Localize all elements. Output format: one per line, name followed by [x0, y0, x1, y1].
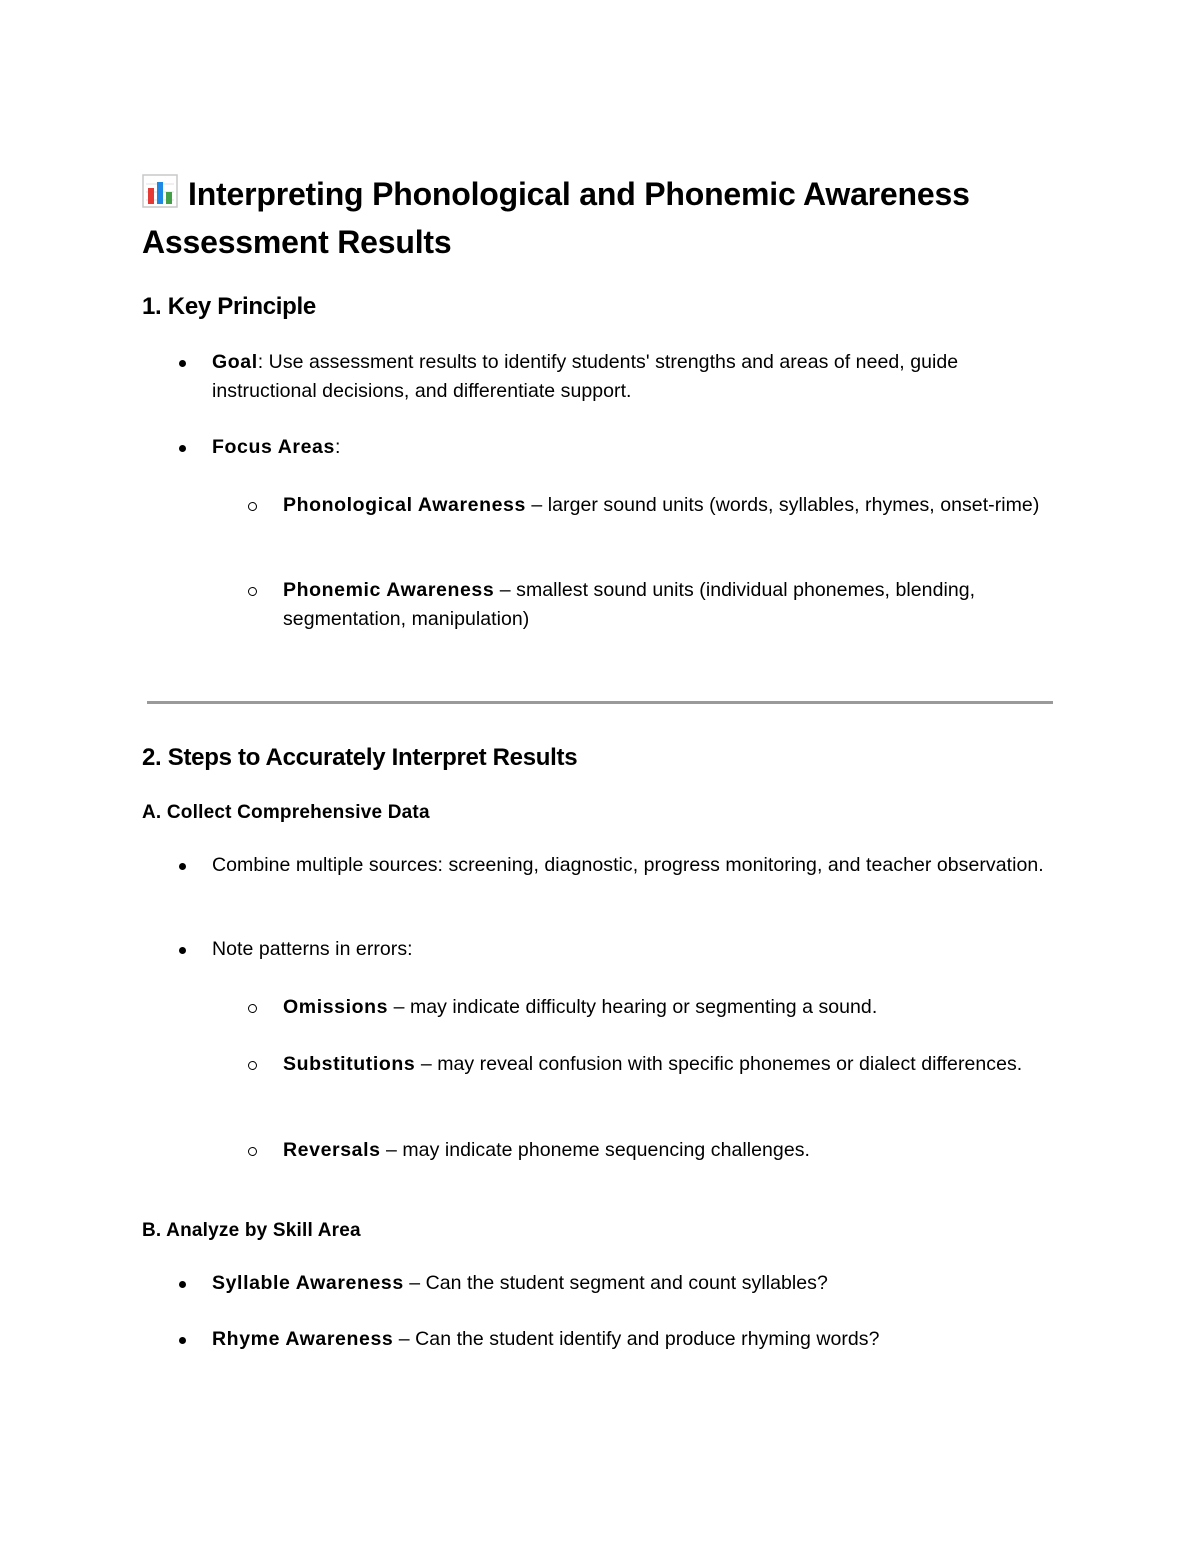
focus-text: :: [334, 436, 341, 458]
list-item-focus-areas: [212, 433, 1062, 462]
sub-item-text: – may indicate phoneme sequencing challenges.: [380, 1139, 810, 1161]
sub-list-item-phonological: [283, 491, 1063, 520]
item-text: – Can the student segment and count syllables?: [403, 1272, 828, 1294]
subsection-a-heading: A. Collect Comprehensive Data: [142, 802, 430, 823]
sub-item-label: Phonological Awareness: [283, 494, 526, 516]
bullet-icon: [179, 1337, 186, 1344]
item-label: Rhyme Awareness: [212, 1328, 394, 1350]
list-item-combine-sources: [212, 851, 1062, 880]
sub-item-label: Omissions: [283, 996, 389, 1018]
sub-item-text: – may reveal confusion with specific phonemes or dialect differences.: [415, 1053, 1023, 1075]
page-title: [142, 172, 1042, 265]
sub-item-text: – larger sound units (words, syllables, rhymes, onset-rime): [525, 494, 1040, 516]
list-item-rhyme-awareness: [212, 1325, 1062, 1354]
bullet-icon: [179, 947, 186, 954]
bar-chart-icon: [142, 174, 178, 220]
sub-list-item-phonemic: [283, 576, 1063, 634]
item-text: Combine multiple sources: screening, diagnostic, progress monitoring, and teacher observation.: [212, 854, 1044, 876]
sub-list-item-substitutions: [283, 1050, 1063, 1079]
hollow-bullet-icon: [248, 1061, 257, 1070]
sub-item-text: – may indicate difficulty hearing or segmenting a sound.: [388, 996, 878, 1018]
bullet-icon: [179, 360, 186, 367]
list-item-error-patterns: [212, 935, 1062, 964]
section-2-heading: 2. Steps to Accurately Interpret Results: [142, 744, 578, 771]
sub-item-text: – smallest sound units (individual phonemes, blending, segmentation, manipulation): [283, 579, 976, 630]
section-1-heading: 1. Key Principle: [142, 293, 316, 320]
hollow-bullet-icon: [248, 1004, 257, 1013]
focus-label: Focus Areas: [212, 436, 335, 458]
horizontal-divider: [147, 701, 1053, 704]
hollow-bullet-icon: [248, 1147, 257, 1156]
sub-item-label: Phonemic Awareness: [283, 579, 495, 601]
hollow-bullet-icon: [248, 502, 257, 511]
subsection-b-heading: B. Analyze by Skill Area: [142, 1220, 361, 1241]
sub-item-label: Substitutions: [283, 1053, 416, 1075]
goal-label: Goal: [212, 351, 258, 373]
item-label: Syllable Awareness: [212, 1272, 404, 1294]
bullet-icon: [179, 863, 186, 870]
bullet-icon: [179, 445, 186, 452]
item-text: Note patterns in errors:: [212, 938, 413, 960]
list-item-syllable-awareness: [212, 1269, 1062, 1298]
bullet-icon: [179, 1281, 186, 1288]
list-item-goal: [212, 348, 1062, 406]
hollow-bullet-icon: [248, 587, 257, 596]
sub-list-item-omissions: [283, 993, 1063, 1022]
sub-item-label: Reversals: [283, 1139, 381, 1161]
goal-text: : Use assessment results to identify students' strengths and areas of need, guide instructional decisions, and differentiate support.: [212, 351, 959, 402]
page-title-text: Interpreting Phonological and Phonemic Awareness Assessment Results: [142, 176, 970, 260]
sub-list-item-reversals: [283, 1136, 1063, 1165]
item-text: – Can the student identify and produce rhyming words?: [393, 1328, 880, 1350]
